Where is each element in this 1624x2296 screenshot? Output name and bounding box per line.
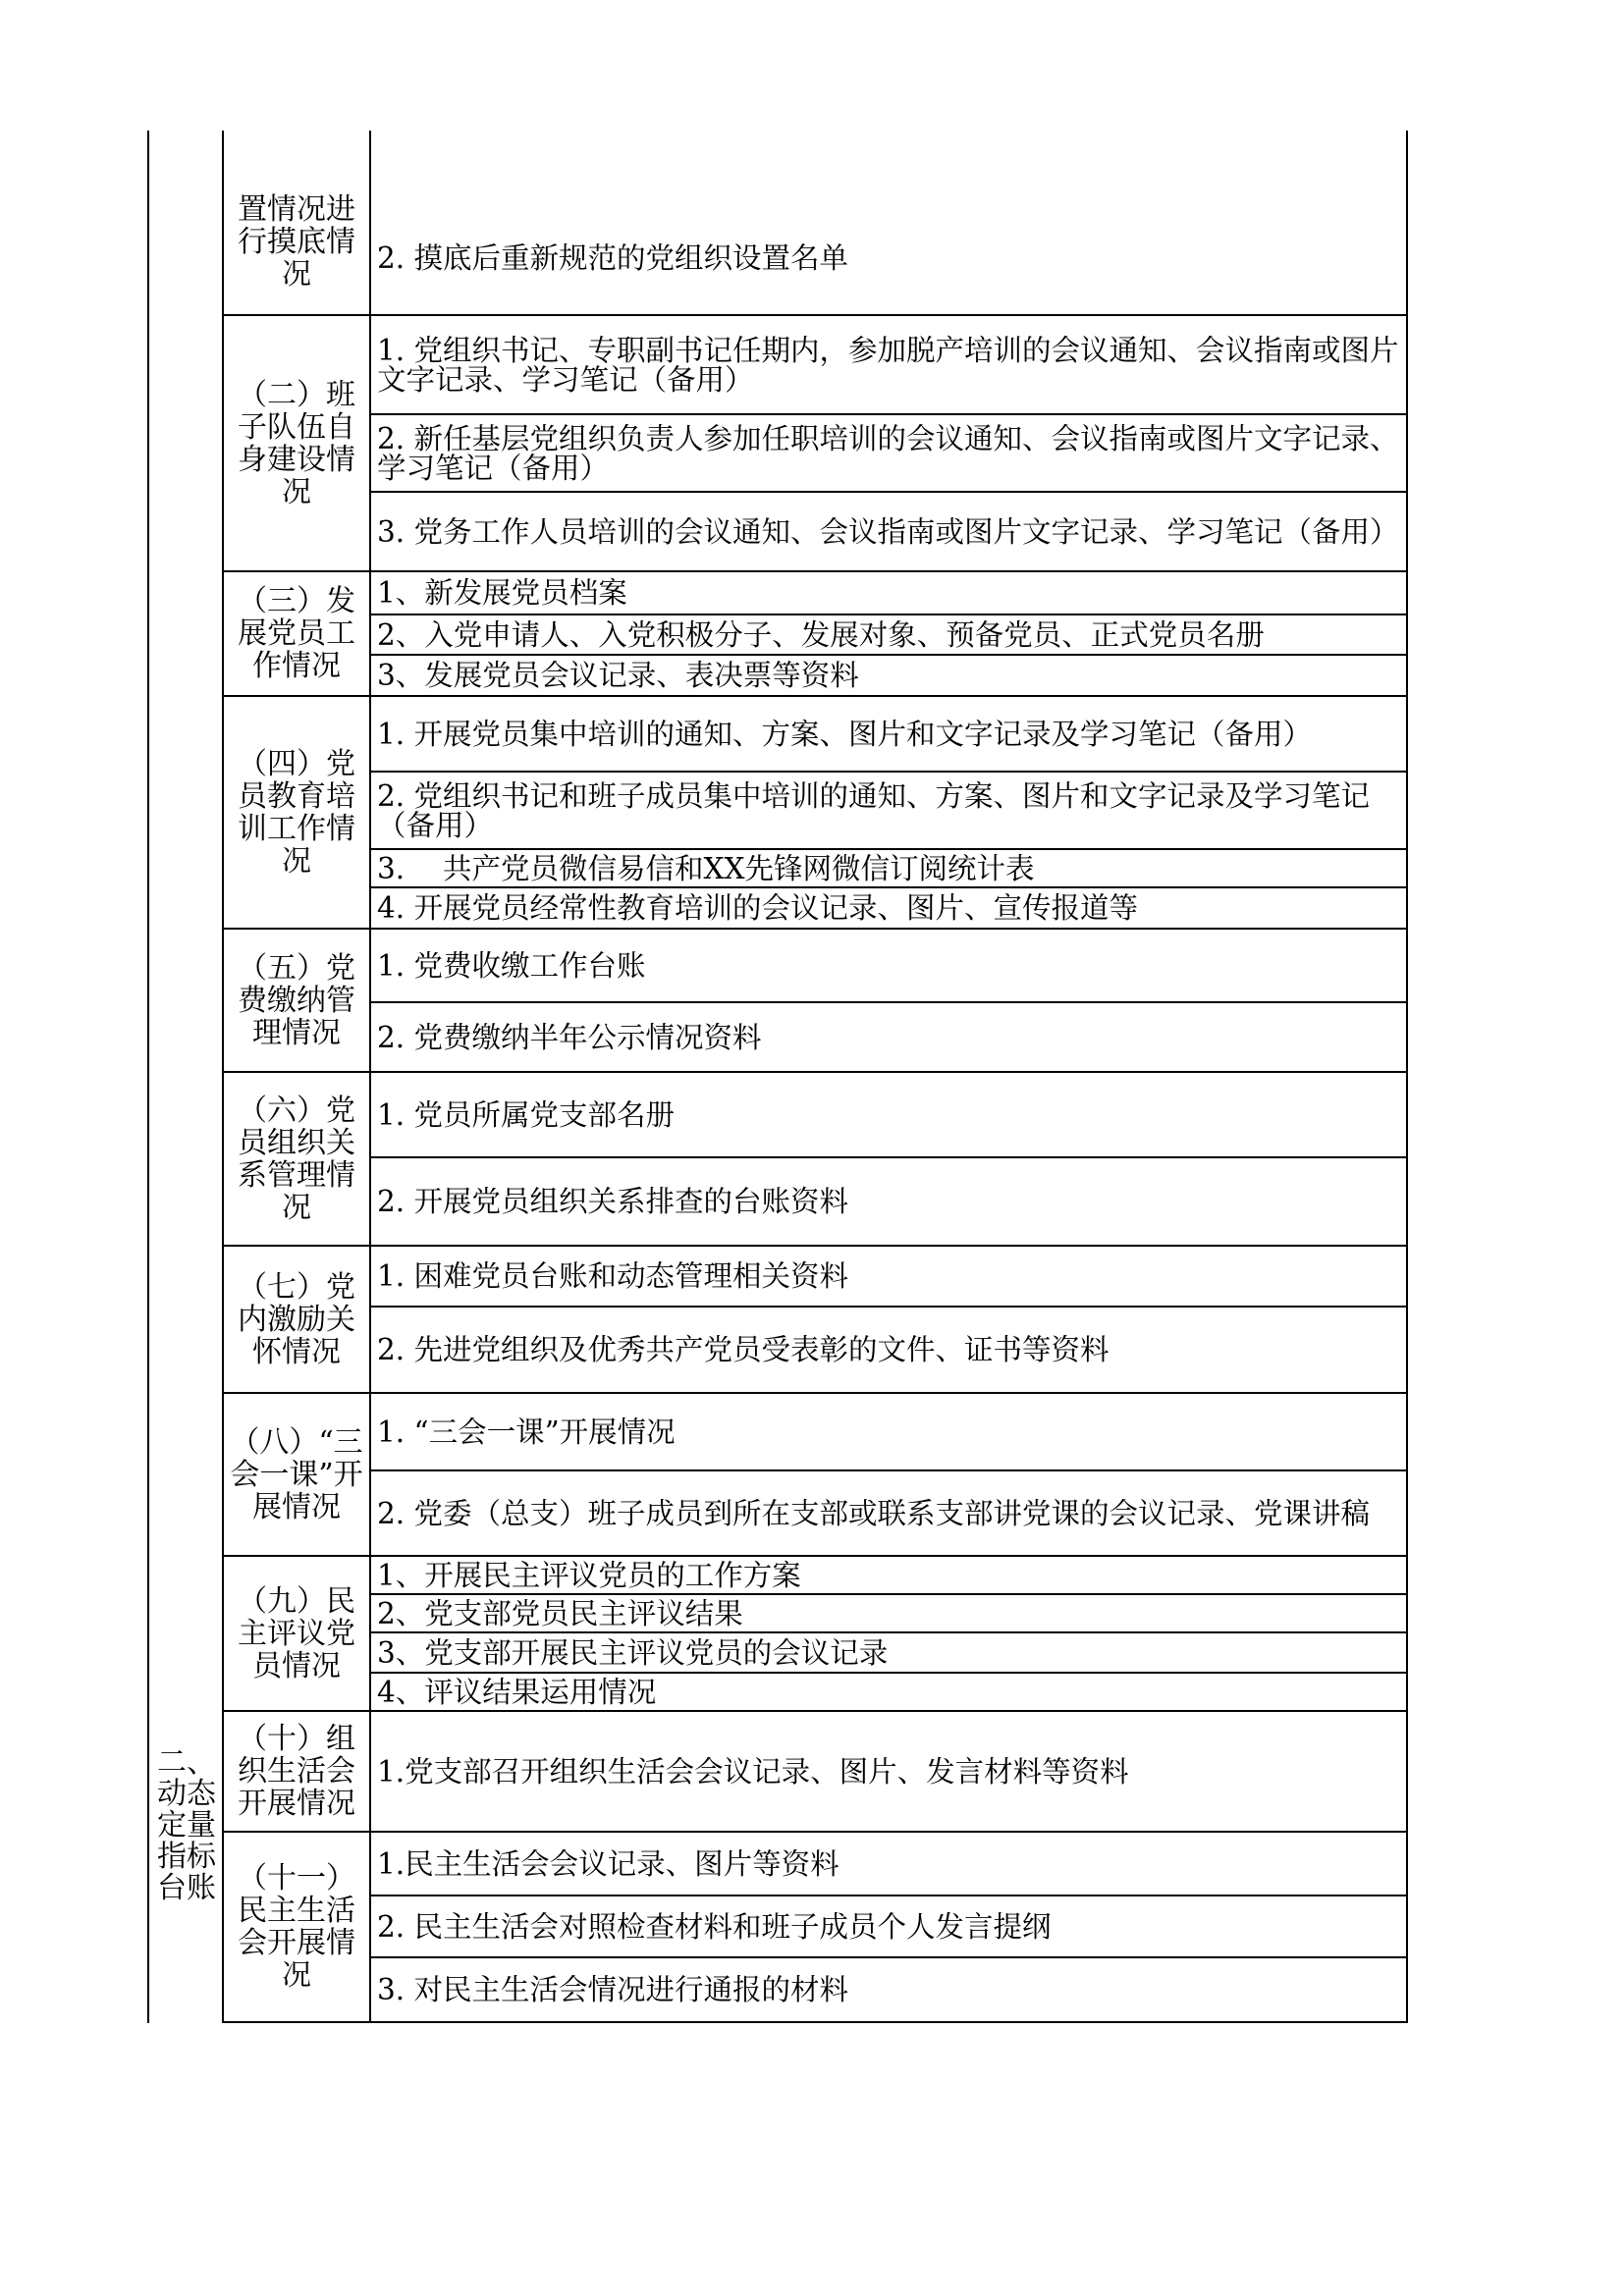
category-label: （十一）民主生活会开展情况 (238, 1861, 355, 1993)
category-label: （八）“三会一课”开展情况 (230, 1424, 363, 1524)
list-item: 4. 开展党员经常性教育培训的会议记录、图片、宣传报道等 (377, 891, 1139, 925)
list-item: 4、评议结果运用情况 (377, 1675, 657, 1709)
list-item: 3、党支部开展民主评议党员的会议记录 (377, 1635, 889, 1670)
list-item: 1. “三会一课”开展情况 (377, 1415, 676, 1449)
list-item: 1. 党员所属党支部名册 (377, 1097, 676, 1132)
category-label: （七）党内激励关怀情况 (238, 1269, 355, 1369)
list-item: 1. 党费收缴工作台账 (377, 948, 646, 983)
category-label: （二）班子队伍自身建设情况 (238, 377, 355, 509)
list-item: 1. 开展党员集中培训的通知、方案、图片和文字记录及学习笔记（备用） (377, 717, 1313, 751)
list-item: 1. 党组织书记、专职副书记任期内，参加脱产培训的会议通知、会议指南或图片文字记录、学习笔记（备用） (377, 333, 1399, 397)
list-item: 3. 对民主生活会情况进行通报的材料 (377, 1973, 849, 2006)
list-item: 1. 困难党员台账和动态管理相关资料 (377, 1259, 849, 1293)
list-item: 2. 党委（总支）班子成员到所在支部或联系支部讲党课的会议记录、党课讲稿 (377, 1496, 1371, 1530)
list-item: 2、党支部党员民主评议结果 (377, 1596, 743, 1630)
category-label: （三）发展党员工作情况 (238, 584, 355, 683)
list-item: 2. 摸底后重新规范的党组织设置名单 (377, 241, 849, 275)
category-label: 置情况进行摸底情况 (238, 191, 355, 292)
category-label: （十）组织生活会开展情况 (238, 1722, 355, 1821)
category-label: （九）民主评议党员情况 (238, 1583, 355, 1683)
list-item: 2. 党组织书记和班子成员集中培训的通知、方案、图片和文字记录及学习笔记（备用） (377, 778, 1371, 842)
list-item: 2. 先进党组织及优秀共产党员受表彰的文件、证书等资料 (377, 1333, 1110, 1366)
list-item: 2. 党费缴纳半年公示情况资料 (377, 1020, 762, 1054)
category-label: （五）党费缴纳管理情况 (238, 950, 355, 1050)
list-item: 1.民主生活会会议记录、图片等资料 (377, 1846, 839, 1881)
list-item: 1、开展民主评议党员的工作方案 (377, 1558, 801, 1592)
list-item: 3、发展党员会议记录、表决票等资料 (377, 659, 859, 692)
list-item: 1、新发展党员档案 (377, 576, 627, 610)
list-item: 1.党支部召开组织生活会会议记录、图片、发言材料等资料 (377, 1754, 1129, 1789)
section-label: 二、动态定量指标台账 (157, 1745, 216, 1905)
list-item: 2. 开展党员组织关系排查的台账资料 (377, 1185, 849, 1218)
list-item: 2、入党申请人、入党积极分子、发展对象、预备党员、正式党员名册 (377, 617, 1265, 652)
category-label: （六）党员组织关系管理情况 (238, 1093, 355, 1225)
table-bottom-border (222, 2021, 1408, 2023)
list-item: 3. 共产党员微信易信和XX先锋网微信订阅统计表 (377, 851, 1035, 885)
list-item: 2. 新任基层党组织负责人参加任职培训的会议通知、会议指南或图片文字记录、学习笔记（备用） (377, 421, 1399, 485)
list-item: 3. 党务工作人员培训的会议通知、会议指南或图片文字记录、学习笔记（备用） (377, 514, 1399, 549)
category-label: （四）党员教育培训工作情况 (238, 746, 355, 879)
list-item: 2. 民主生活会对照检查材料和班子成员个人发言提纲 (377, 1909, 1052, 1944)
